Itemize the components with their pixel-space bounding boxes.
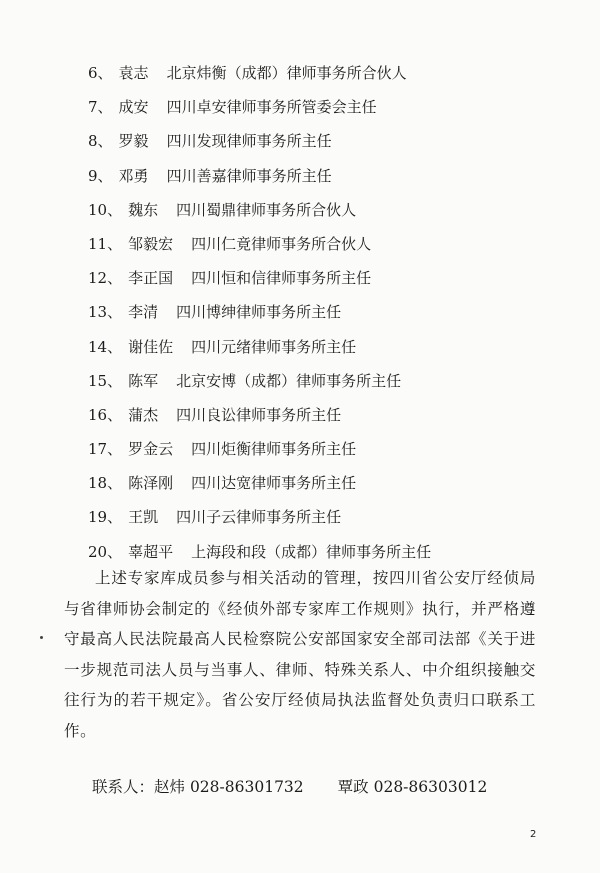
member-row bbox=[88, 195, 431, 229]
member-row bbox=[88, 161, 431, 195]
member-row bbox=[88, 58, 431, 92]
member-row bbox=[88, 502, 431, 536]
member-org: 四川炬衡律师事务所主任 bbox=[191, 440, 357, 459]
member-row bbox=[88, 92, 431, 126]
member-org: 四川卓安律师事务所管委会主任 bbox=[166, 98, 377, 117]
member-row bbox=[88, 332, 431, 366]
contact-person-2: 覃政 028-86303012 bbox=[337, 778, 488, 796]
member-name: 袁志 bbox=[118, 64, 149, 82]
member-num: 10、 bbox=[88, 200, 123, 219]
member-org: 四川发现律师事务所主任 bbox=[166, 132, 332, 151]
member-num: 6、 bbox=[88, 64, 113, 82]
member-num: 20、 bbox=[88, 542, 123, 561]
scan-dot bbox=[40, 636, 43, 639]
member-row bbox=[88, 297, 431, 331]
member-row bbox=[88, 434, 431, 468]
member-num: 15、 bbox=[88, 371, 123, 390]
member-row bbox=[88, 400, 431, 434]
member-num: 7、 bbox=[88, 98, 113, 117]
member-name: 辜超平 bbox=[128, 542, 174, 561]
member-name: 李清 bbox=[128, 303, 159, 322]
member-name: 蒲杰 bbox=[128, 405, 159, 424]
member-name: 陈军 bbox=[128, 371, 159, 390]
member-org: 四川良讼律师事务所主任 bbox=[176, 405, 342, 424]
page-number: 2 bbox=[530, 829, 537, 840]
member-org: 四川元绪律师事务所主任 bbox=[191, 337, 357, 356]
member-row bbox=[88, 263, 431, 297]
member-num: 12、 bbox=[88, 269, 123, 288]
member-name: 邓勇 bbox=[118, 166, 149, 185]
member-num: 13、 bbox=[88, 303, 123, 322]
member-name: 邹毅宏 bbox=[128, 234, 174, 253]
member-org: 上海段和段（成都）律师事务所主任 bbox=[191, 542, 432, 561]
member-name: 成安 bbox=[118, 98, 149, 117]
contact-label: 联系人： bbox=[92, 778, 155, 796]
member-num: 17、 bbox=[88, 440, 123, 459]
member-num: 9、 bbox=[88, 166, 113, 185]
contact-line bbox=[92, 772, 487, 802]
contact-person-1: 赵炜 028-86301732 bbox=[154, 778, 304, 796]
member-org: 北京炜衡（成都）律师事务所合伙人 bbox=[166, 64, 407, 82]
member-org: 北京安博（成都）律师事务所主任 bbox=[176, 371, 402, 390]
member-num: 8、 bbox=[88, 132, 113, 151]
member-name: 罗金云 bbox=[128, 440, 174, 459]
member-num: 14、 bbox=[88, 337, 123, 356]
member-org: 四川恒和信律师事务所主任 bbox=[191, 269, 372, 288]
member-name: 陈泽刚 bbox=[128, 474, 174, 493]
member-row bbox=[88, 229, 431, 263]
member-name: 谢佳佐 bbox=[128, 337, 174, 356]
member-name: 魏东 bbox=[128, 200, 159, 219]
member-num: 11、 bbox=[88, 234, 123, 253]
member-row bbox=[88, 366, 431, 400]
member-org: 四川蜀鼎律师事务所合伙人 bbox=[176, 200, 357, 219]
member-row bbox=[88, 126, 431, 160]
member-org: 四川达宽律师事务所主任 bbox=[191, 474, 357, 493]
member-num: 16、 bbox=[88, 405, 123, 424]
management-paragraph: 上述专家库成员参与相关活动的管理，按四川省公安厅经侦局与省律师协会制定的《经侦外部专家库工作规则》执行，并严格遵守最高人民法院最高人民检察院公安部国家安全部司法部《关于进一步规范司法人员与当事人、律师、特殊关系人、中介组织接触交往行为的若干规定》。省公安厅经侦局执法监督处负责归口联系工作。 bbox=[64, 569, 536, 740]
member-num: 19、 bbox=[88, 508, 123, 527]
member-row bbox=[88, 468, 431, 502]
member-name: 王凯 bbox=[128, 508, 159, 527]
member-name: 李正国 bbox=[128, 269, 174, 288]
expert-member-list bbox=[88, 58, 431, 571]
member-org: 四川善嘉律师事务所主任 bbox=[166, 166, 332, 185]
member-org: 四川博绅律师事务所主任 bbox=[176, 303, 342, 322]
member-org: 四川子云律师事务所主任 bbox=[176, 508, 342, 527]
member-name: 罗毅 bbox=[118, 132, 149, 151]
member-num: 18、 bbox=[88, 474, 123, 493]
member-org: 四川仁竟律师事务所合伙人 bbox=[191, 234, 372, 253]
